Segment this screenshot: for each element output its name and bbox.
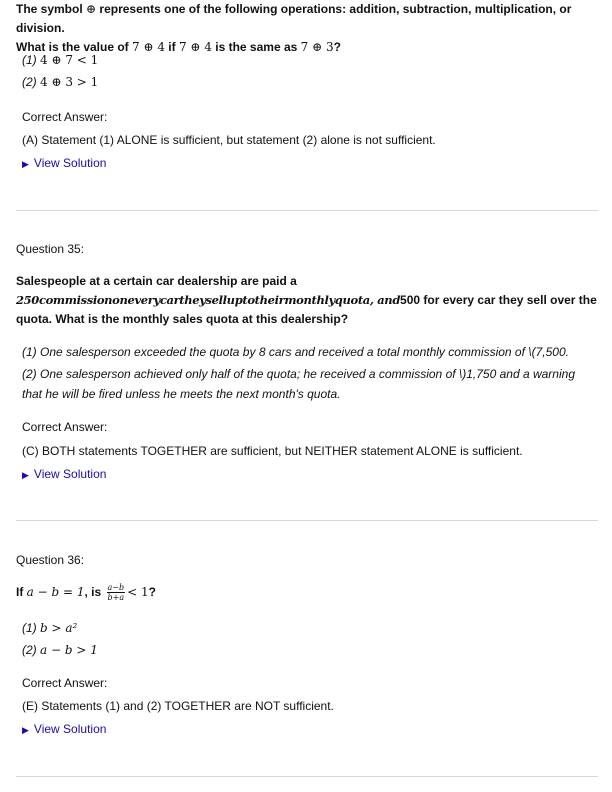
divider [16,520,598,521]
question-34-line-2: What is the value of 7 ⊕ 4 if 7 ⊕ 4 is the same as 7 ⊕ 3? [16,40,341,54]
question-36-prompt: If a − b = 1, is $\frac{a-b}{b+a}$ < 1? [16,583,156,603]
question-34-prompt [16,0,598,57]
question-36-correct-answer: (E) Statements (1) and (2) TOGETHER are NOT sufficient. [22,699,334,713]
question-34-line-1: The symbol ⊕ represents one of the following operations: addition, subtraction, multiplication, or division. [16,2,572,35]
question-35-correct-answer-label: Correct Answer: [22,420,108,434]
question-34-statement-1: (1) 4 ⊕ 7 < 1 [22,53,99,67]
question-35-statement-2: (2) One salesperson achieved only half of the quota; he received a commission of \)1,750 and a warning that he will be fired unless he meets the next month's quota. [22,367,575,401]
question-35-prompt [16,272,598,329]
oplus-symbol: ⊕ [86,2,97,16]
question-35-view-solution-link[interactable]: ▶ View Solution [22,467,107,481]
question-36-view-solution-link[interactable]: ▶ View Solution [22,722,107,736]
triangle-right-icon: ▶ [22,159,29,169]
triangle-right-icon: ▶ [22,725,29,735]
divider [16,776,598,777]
question-35-correct-answer: (C) BOTH statements TOGETHER are sufficient, but NEITHER statement ALONE is sufficient. [22,444,523,458]
question-35-line-1: Salespeople at a certain car dealership are paid a [16,274,297,288]
question-35-statement-1: (1) One salesperson exceeded the quota by 8 cars and received a total monthly commission of \(7,500. [22,345,569,359]
question-35-line-2: 250commissiononeverycartheyselluptotheirmonthlyquota, and500 for every car they sell over the [16,293,597,307]
question-36-statement-1: (1) b > a² [22,621,78,635]
question-36-heading: Question 36: [16,553,85,567]
question-34-correct-answer: (A) Statement (1) ALONE is sufficient, but statement (2) alone is not sufficient. [22,133,436,147]
question-34-statement-2: (2) 4 ⊕ 3 > 1 [22,75,99,89]
question-36-correct-answer-label: Correct Answer: [22,676,108,690]
triangle-right-icon: ▶ [22,470,29,480]
question-36-statement-2: (2) a − b > 1 [22,643,98,657]
divider [16,210,598,211]
fraction: $\frac{a-b}{b+a}$ [107,583,125,603]
question-35-heading: Question 35: [16,242,85,256]
question-34-view-solution-link[interactable]: ▶ View Solution [22,156,107,170]
question-35-line-3: quota. What is the monthly sales quota at this dealership? [16,312,349,326]
question-34-correct-answer-label: Correct Answer: [22,110,108,124]
